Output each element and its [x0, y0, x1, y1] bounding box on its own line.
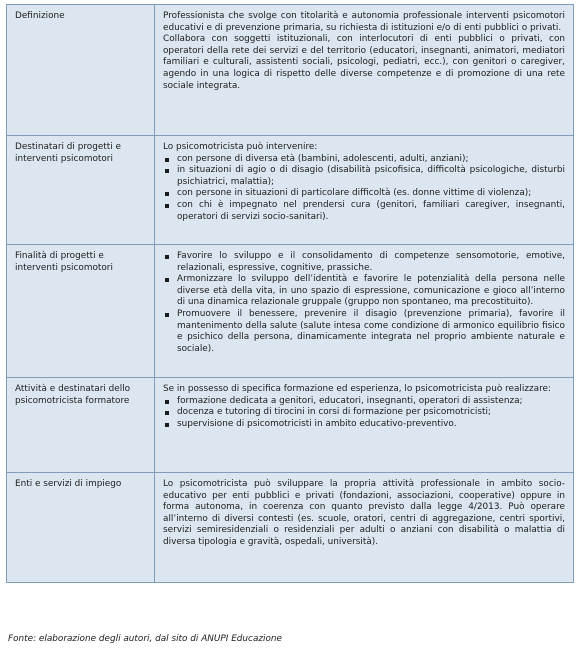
list-item: formazione dedicata a genitori, educatori, insegnanti, operatori di assistenza;	[163, 396, 565, 408]
row-label: Attività e destinatari dello psicomotricista formatore	[7, 378, 155, 473]
list-item: supervisione di psicomotricisti in ambito educativo-preventivo.	[163, 419, 565, 431]
row-content	[155, 5, 574, 136]
list-item: Favorire lo sviluppo e il consolidamento di competenze sensomotorie, emotive, relazionali, espressive, cognitive, prassiche.	[163, 251, 565, 274]
table-row-enti	[7, 473, 574, 583]
row-content	[155, 473, 574, 583]
profile-table	[6, 4, 574, 583]
row-content	[155, 378, 574, 473]
row-label: Finalità di progetti e interventi psicomotori	[7, 245, 155, 378]
row-content	[155, 245, 574, 378]
table-row-finalita	[7, 245, 574, 378]
list-item: Armonizzare lo sviluppo dell’identità e favorire le potenzialità della persona nelle diverse età della vita, in uno spazio di espressione, comunicazione e gioco all’interno di una dinamica relazionale gruppale (gruppo non spontaneo, ma precostituito).	[163, 274, 565, 309]
table-row-destinatari	[7, 136, 574, 245]
list-item: in situazioni di agio o di disagio (disabilità psicofisica, difficoltà psicologiche, disturbi psichiatrici, malattia);	[163, 165, 565, 188]
bullet-list	[163, 251, 565, 355]
list-item: con chi è impegnato nel prendersi cura (genitori, familiari caregiver, insegnanti, operatori di servizi socio-sanitari).	[163, 200, 565, 223]
list-item: con persone in situazioni di particolare difficoltà (es. donne vittime di violenza);	[163, 188, 565, 200]
intro-text: Lo psicomotricista può intervenire:	[163, 142, 318, 152]
list-item: con persone di diversa età (bambini, adolescenti, adulti, anziani);	[163, 154, 565, 166]
table-row-formatore	[7, 378, 574, 473]
paragraph: Professionista che svolge con titolarità e autonomia professionale interventi psicomotori educativi e di prevenzione primaria, su richiesta di istituzioni e/o di enti pubblici o privati.	[163, 11, 565, 33]
bullet-list	[163, 396, 565, 431]
intro-text: Se in possesso di specifica formazione ed esperienza, lo psicomotricista può realizzare:	[163, 384, 552, 394]
source-caption: Fonte: elaborazione degli autori, dal sito di ANUPI Educazione	[8, 634, 283, 644]
paragraph: Lo psicomotricista può sviluppare la propria attività professionale in ambito socio-educativo per enti pubblici e privati (fondazioni, associazioni, cooperative) oppure in forma autonoma, in coerenza con quanto previsto dalla legge 4/2013. Può operare all’interno di diversi contesti (es. scuole, oratori, centri di aggregazione, centri sportivi, servizi semiresidenziali o residenziali per adulti o anziani con disabilità o malattia di diversa tipologia e gravità, ospedali, università).	[163, 479, 565, 547]
table-row-definizione	[7, 5, 574, 136]
row-label: Enti e servizi di impiego	[7, 473, 155, 583]
row-content	[155, 136, 574, 245]
row-label: Definizione	[7, 5, 155, 136]
bullet-list	[163, 154, 565, 224]
paragraph: Collabora con soggetti istituzionali, con interlocutori di enti pubblici o privati, con operatori della rete dei servizi e del territorio (educatori, insegnanti, animatori, mediatori familiari e culturali, assistenti sociali, psicologi, pediatri, ecc.), con genitori o caregiver, agendo in una logica di rispetto delle diverse competenze e di promozione di una rete sociale integrata.	[163, 34, 565, 91]
row-label: Destinatari di progetti e interventi psicomotori	[7, 136, 155, 245]
list-item: docenza e tutoring di tirocini in corsi di formazione per psicomotricisti;	[163, 407, 565, 419]
list-item: Promuovere il benessere, prevenire il disagio (prevenzione primaria), favorire il mantenimento della salute (salute intesa come condizione di armonico equilibrio fisico e psichico della persona, dinamicamente integrata nel proprio ambiente naturale e sociale).	[163, 309, 565, 355]
